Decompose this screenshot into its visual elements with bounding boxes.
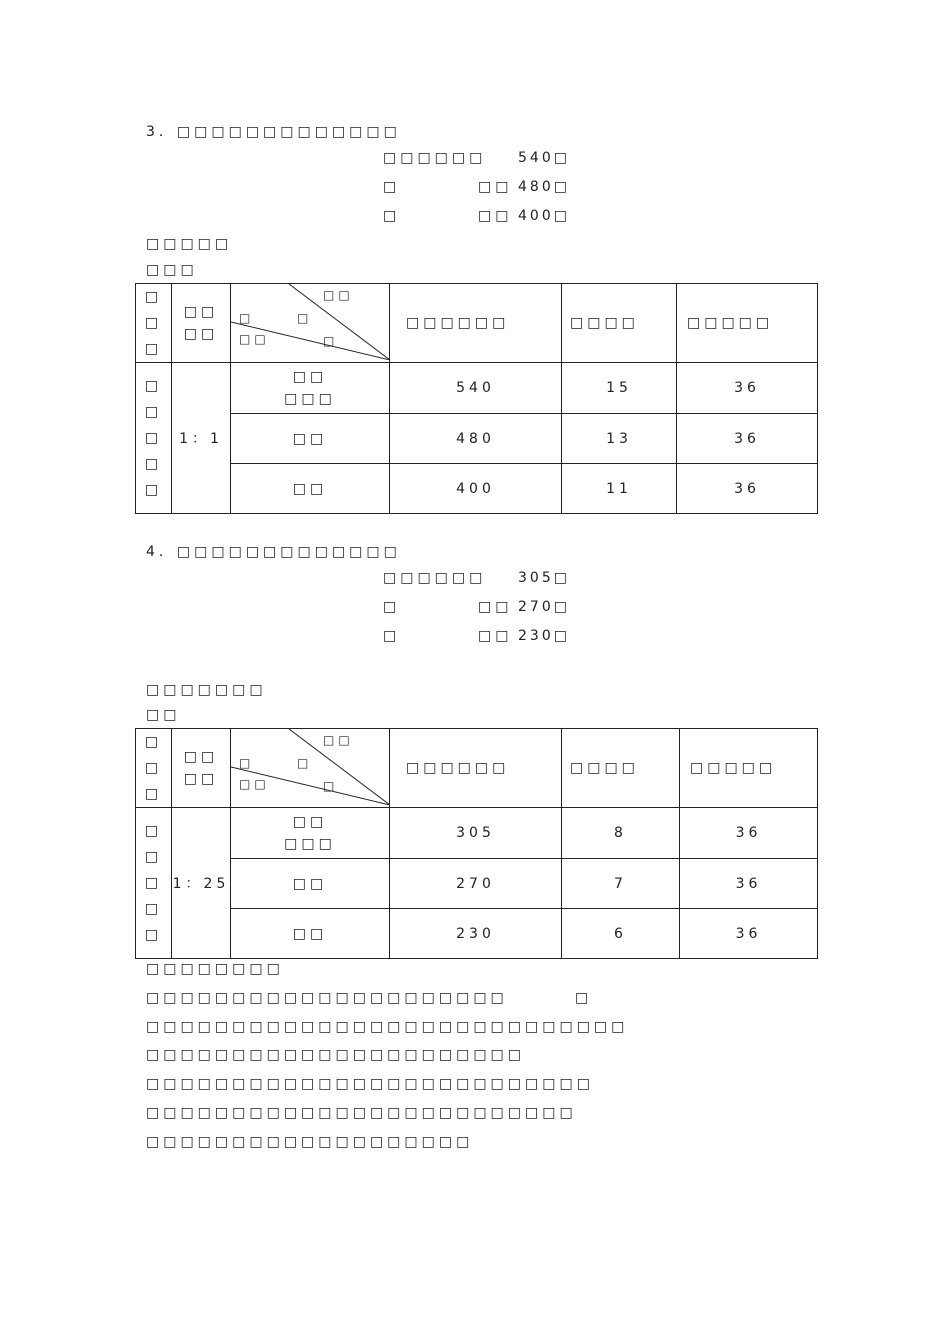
- spec-value: 270□: [518, 599, 570, 615]
- spec-mid: □□: [478, 628, 513, 644]
- ratio-cell: 1：1: [172, 363, 231, 514]
- cell-v1: 540: [390, 363, 562, 414]
- spec-mid: □□: [478, 599, 513, 615]
- section4-title: 4．□□□□□□□□□□□□□: [146, 544, 401, 560]
- ratio-cell: 1：25: [172, 808, 231, 959]
- cell-v3: 36: [680, 909, 818, 959]
- header-col2: □□ □□: [172, 284, 231, 363]
- data-table-2: [135, 728, 818, 959]
- cell-v1: 270: [390, 859, 562, 909]
- diagonal-header: [231, 729, 390, 808]
- notes-trailing-mark: □: [575, 990, 593, 1006]
- cell-v3: 36: [677, 464, 818, 514]
- cell-v3: 36: [677, 414, 818, 464]
- cell-v2: 6: [562, 909, 680, 959]
- diag-bottom-right-label: □: [323, 334, 339, 348]
- spec-label: □: [383, 208, 401, 224]
- notes-line: □□□□□□□□□□□□□□□□□□□□□□□□□□□□: [146, 1019, 629, 1035]
- header-col6: □□□□□: [677, 284, 818, 363]
- diag-mid-left-label: □: [239, 756, 255, 770]
- header-col6: □□□□□: [680, 729, 818, 808]
- table-subcaption: □□□: [146, 262, 198, 278]
- table-subcaption: □□: [146, 707, 181, 723]
- diag-mid-left-label: □: [239, 311, 255, 325]
- cell-v1: 400: [390, 464, 562, 514]
- notes-line: □□□□□□□□□□□□□□□□□□□: [146, 1134, 474, 1150]
- diag-bottom-right-label: □: [323, 779, 339, 793]
- cell-v3: 36: [677, 363, 818, 414]
- notes-line: □□□□□□□□□□□□□□□□□□□□□□□□□: [146, 1105, 577, 1121]
- header-col4: □□□□□□: [390, 284, 562, 363]
- row-name: □□ □□□: [231, 808, 390, 859]
- diag-mid-right-label: □: [297, 311, 313, 325]
- diag-top-label: □□: [323, 733, 354, 747]
- header-col4: □□□□□□: [390, 729, 562, 808]
- header-col2: □□ □□: [172, 729, 231, 808]
- notes-heading: □□□□□□□□: [146, 961, 284, 977]
- spec-value: 540□: [518, 150, 570, 166]
- section3-title: 3．□□□□□□□□□□□□□: [146, 124, 401, 140]
- spec-label: □□□□□□: [383, 150, 487, 166]
- table-caption: □□□□□: [146, 236, 233, 252]
- diag-bottom-left-label: □□: [239, 777, 270, 791]
- row-name: □□: [231, 464, 390, 514]
- cell-v1: 305: [390, 808, 562, 859]
- row-name: □□ □□□: [231, 363, 390, 414]
- spec-value: 480□: [518, 179, 570, 195]
- cell-v2: 13: [562, 414, 677, 464]
- header-col5: □□□□: [562, 729, 680, 808]
- row-name: □□: [231, 859, 390, 909]
- header-col5: □□□□: [562, 284, 677, 363]
- header-col1: □ □ □: [136, 729, 172, 808]
- notes-line: □□□□□□□□□□□□□□□□□□□□□□: [146, 1047, 526, 1063]
- row-name: □□: [231, 909, 390, 959]
- spec-value: 305□: [518, 570, 570, 586]
- spec-label: □□□□□□: [383, 570, 487, 586]
- spec-value: 400□: [518, 208, 570, 224]
- spec-label: □: [383, 599, 401, 615]
- spec-label: □: [383, 628, 401, 644]
- cell-v1: 230: [390, 909, 562, 959]
- spec-mid: □□: [478, 179, 513, 195]
- cell-v2: 11: [562, 464, 677, 514]
- cell-v2: 8: [562, 808, 680, 859]
- spec-value: 230□: [518, 628, 570, 644]
- diag-bottom-left-label: □□: [239, 332, 270, 346]
- header-col1: □ □ □: [136, 284, 172, 363]
- group-label: □ □ □ □ □: [136, 363, 172, 514]
- cell-v1: 480: [390, 414, 562, 464]
- diag-top-label: □□: [323, 288, 354, 302]
- cell-v2: 7: [562, 859, 680, 909]
- notes-line: □□□□□□□□□□□□□□□□□□□□□□□□□□: [146, 1076, 594, 1092]
- spec-label: □: [383, 179, 401, 195]
- data-table-1: [135, 283, 818, 514]
- notes-line: □□□□□□□□□□□□□□□□□□□□□: [146, 990, 508, 1006]
- table-caption: □□□□□□□: [146, 682, 267, 698]
- diagonal-header: [231, 284, 390, 363]
- cell-v2: 15: [562, 363, 677, 414]
- diag-mid-right-label: □: [297, 756, 313, 770]
- row-name: □□: [231, 414, 390, 464]
- spec-mid: □□: [478, 208, 513, 224]
- cell-v3: 36: [680, 859, 818, 909]
- cell-v3: 36: [680, 808, 818, 859]
- group-label: □ □ □ □ □: [136, 808, 172, 959]
